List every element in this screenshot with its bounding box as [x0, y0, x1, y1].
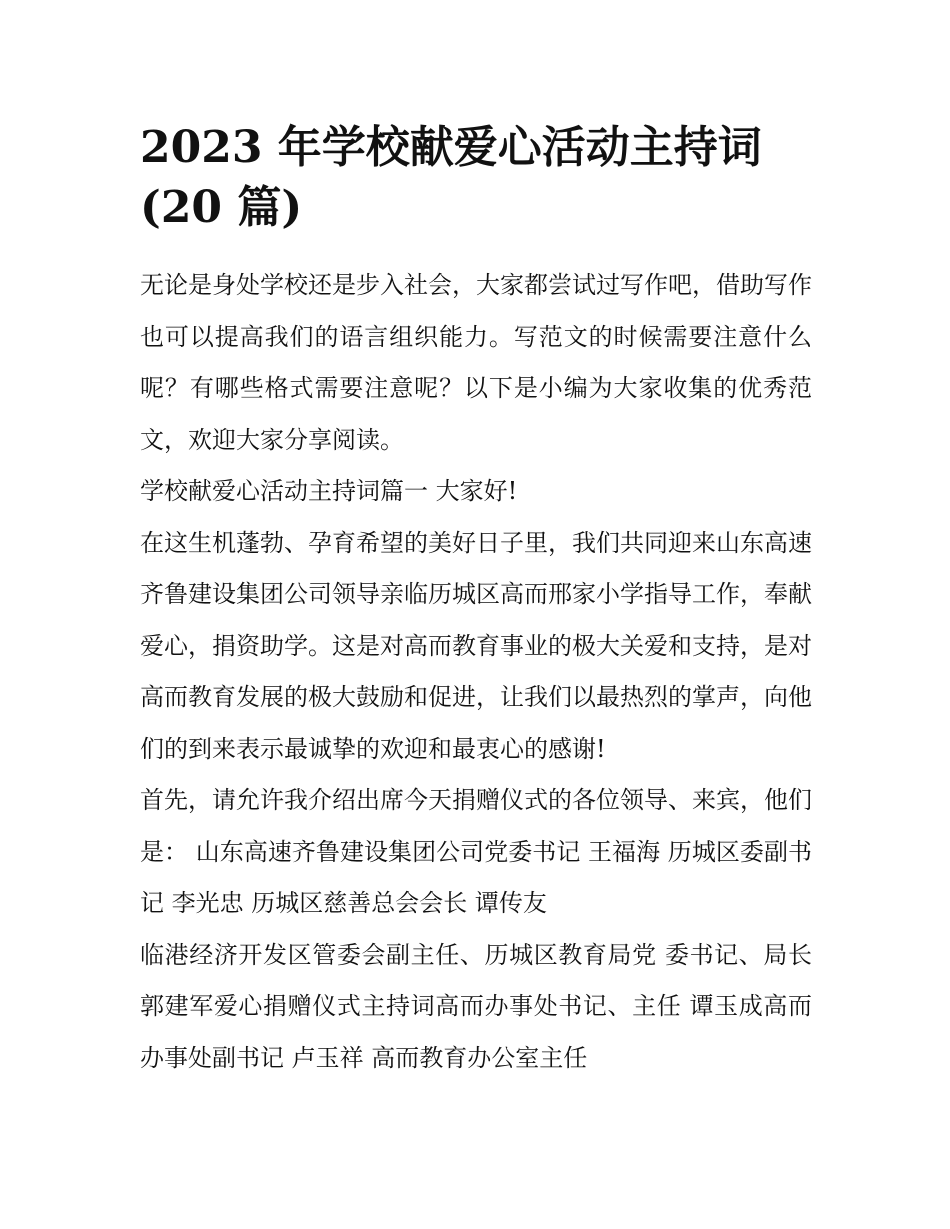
guests-paragraph: 首先，请允许我介绍出席今天捐赠仪式的各位领导、来宾，他们是： 山东高速齐鲁建设集团公司党委书记 王福海 历城区委副书记 李光忠 历城区慈善总会会长 谭传友 — [140, 786, 812, 917]
guests-continued-paragraph: 临港经济开发区管委会副主任、历城区教育局党 委书记、局长 郭建军爱心捐赠仪式主持词高而办事处书记、主任 谭玉成高而办事处副书记 卢玉祥 高而教育办公室主任 — [140, 940, 812, 1072]
intro-paragraph: 无论是身处学校还是步入社会，大家都尝试过写作吧，借助写作也可以提高我们的语言组织能力。写范文的时候需要注意什么呢？有哪些格式需要注意呢？以下是小编为大家收集的优秀范文，欢迎大家分享阅读。 — [140, 271, 812, 454]
document-title-count: (20 篇) — [140, 182, 303, 233]
document-title: 2023 年学校献爱心活动主持词 — [140, 122, 762, 173]
welcome-paragraph: 在这生机蓬勃、孕育希望的美好日子里，我们共同迎来山东高速齐鲁建设集团公司领导亲临历城区高而邢家小学指导工作，奉献爱心，捐资助学。这是对高而教育事业的极大关爱和支持，是对高而教育发展的极大鼓励和促进，让我们以最热烈的掌声，向他们的到来表示最诚挚的欢迎和最衷心的感谢! — [140, 528, 812, 763]
document-page — [140, 118, 812, 1084]
section-heading-paragraph: 学校献爱心活动主持词篇一 大家好! — [140, 477, 518, 505]
